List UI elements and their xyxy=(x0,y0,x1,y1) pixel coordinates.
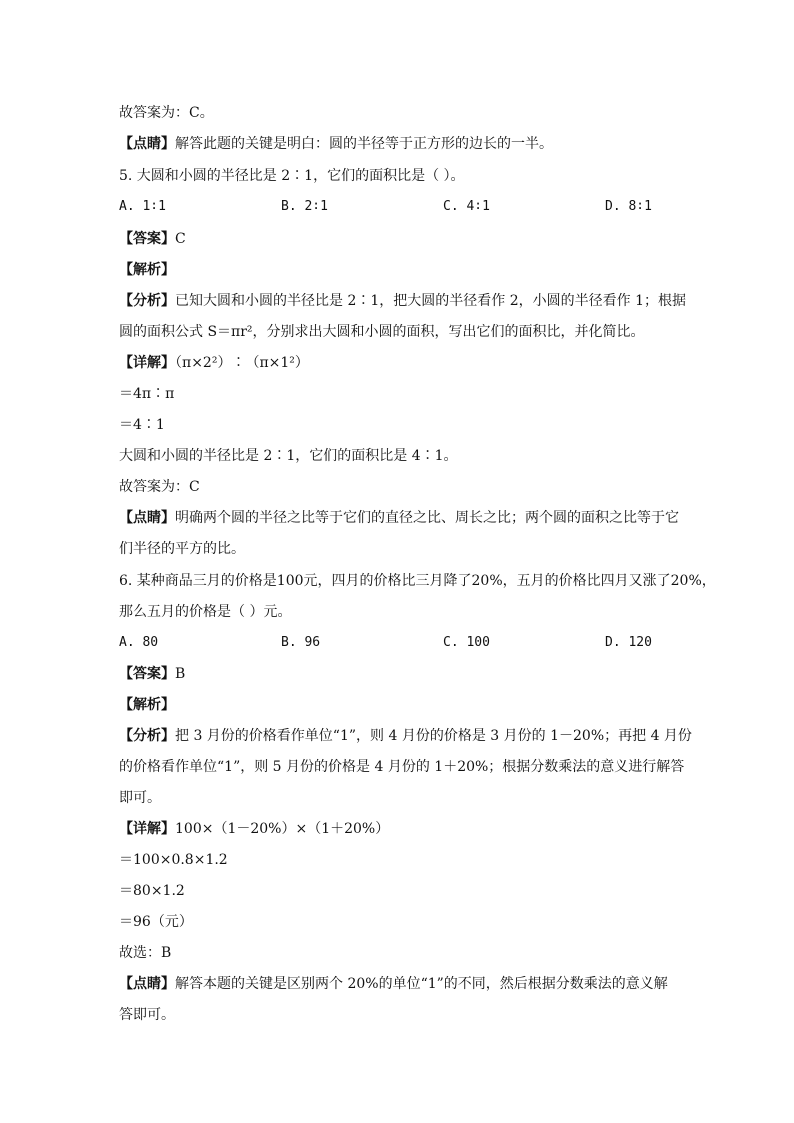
dianjing-text: 明确两个圆的半径之比等于它们的直径之比、周长之比；两个圆的面积之比等于它 xyxy=(175,510,679,526)
q6-option-d: D. 120 xyxy=(605,635,652,650)
answer-value: C xyxy=(175,231,186,247)
q5-option-d: D. 8∶1 xyxy=(605,199,652,214)
q5-detail-2: ＝4π∶π xyxy=(119,386,175,402)
q6-detail-1 xyxy=(119,820,389,838)
q5-result: 故答案为：C xyxy=(119,479,200,495)
q5-detail-3: ＝4∶1 xyxy=(119,417,165,433)
q5-option-c: C. 4∶1 xyxy=(443,199,490,214)
question-6-line-1: 6. 某种商品三月的价格是100元，四月的价格比三月降了20%，五月的价格比四月又涨了20%， xyxy=(119,573,716,589)
dianjing-text: 解答本题的关键是区别两个 20%的单位“1”的不同，然后根据分数乘法的意义解 xyxy=(175,976,668,992)
fenxi-tag: 【分析】 xyxy=(119,728,175,744)
answer-value: B xyxy=(175,666,186,682)
q5-detail-1 xyxy=(119,354,309,372)
answer-tag: 【答案】 xyxy=(119,231,175,247)
detail-tag: 【详解】 xyxy=(119,821,175,837)
fenxi-text: 把 3 月份的价格看作单位“1”，则 4 月份的价格是 3 月份的 1－20%；再把 4 月份 xyxy=(175,728,692,744)
detail-text: （π×2²）∶（π×1²） xyxy=(175,355,309,371)
q5-detail-4: 大圆和小圆的半径比是 2∶1，它们的面积比是 4∶1。 xyxy=(119,448,458,464)
q5-option-b: B. 2∶1 xyxy=(281,199,328,214)
q6-fenxi-3: 即可。 xyxy=(119,790,161,806)
q6-option-a: A. 80 xyxy=(119,635,159,650)
q5-dianjing-1 xyxy=(119,509,679,527)
q6-detail-4: ＝96（元） xyxy=(119,914,193,930)
q5-jiexi: 【解析】 xyxy=(119,262,175,278)
note-tag: 【点睛】 xyxy=(119,136,175,152)
q6-fenxi-2: 的价格看作单位“1”，则 5 月份的价格是 4 月份的 1＋20%；根据分数乘法的意义进行解答 xyxy=(119,759,685,775)
note-text: 解答此题的关键是明白：圆的半径等于正方形的边长的一半。 xyxy=(175,136,553,152)
q6-dianjing-1 xyxy=(119,975,668,993)
fenxi-tag: 【分析】 xyxy=(119,293,175,309)
q6-option-c: C. 100 xyxy=(443,635,490,650)
q6-option-b: B. 96 xyxy=(281,635,321,650)
answer-line: 故答案为：C。 xyxy=(119,105,214,121)
q6-fenxi-1 xyxy=(119,727,692,745)
q6-answer xyxy=(119,665,185,683)
q6-result: 故选：B xyxy=(119,945,172,961)
q5-dianjing-2: 们半径的平方的比。 xyxy=(119,541,245,557)
fenxi-text: 已知大圆和小圆的半径比是 2∶1，把大圆的半径看作 2，小圆的半径看作 1；根据 xyxy=(175,293,686,309)
q5-fenxi-1 xyxy=(119,292,686,310)
q5-option-a: A. 1∶1 xyxy=(119,199,166,214)
answer-tag: 【答案】 xyxy=(119,666,175,682)
q5-answer xyxy=(119,230,186,248)
dianjing-tag: 【点睛】 xyxy=(119,976,175,992)
detail-text: 100×（1－20%）×（1＋20%） xyxy=(175,821,390,837)
q6-detail-2: ＝100×0.8×1.2 xyxy=(119,852,228,868)
q6-jiexi: 【解析】 xyxy=(119,697,175,713)
question-6-line-2: 那么五月的价格是（ ）元。 xyxy=(119,604,292,620)
dianjing-tag: 【点睛】 xyxy=(119,510,175,526)
q6-dianjing-2: 答即可。 xyxy=(119,1007,175,1023)
q6-detail-3: ＝80×1.2 xyxy=(119,883,185,899)
detail-tag: 【详解】 xyxy=(119,355,175,371)
note-line xyxy=(119,135,553,153)
q5-fenxi-2: 圆的面积公式 S＝πr²，分别求出大圆和小圆的面积，写出它们的面积比，并化简比。 xyxy=(119,324,645,340)
question-5: 5. 大圆和小圆的半径比是 2∶1，它们的面积比是（ ）。 xyxy=(119,168,465,184)
